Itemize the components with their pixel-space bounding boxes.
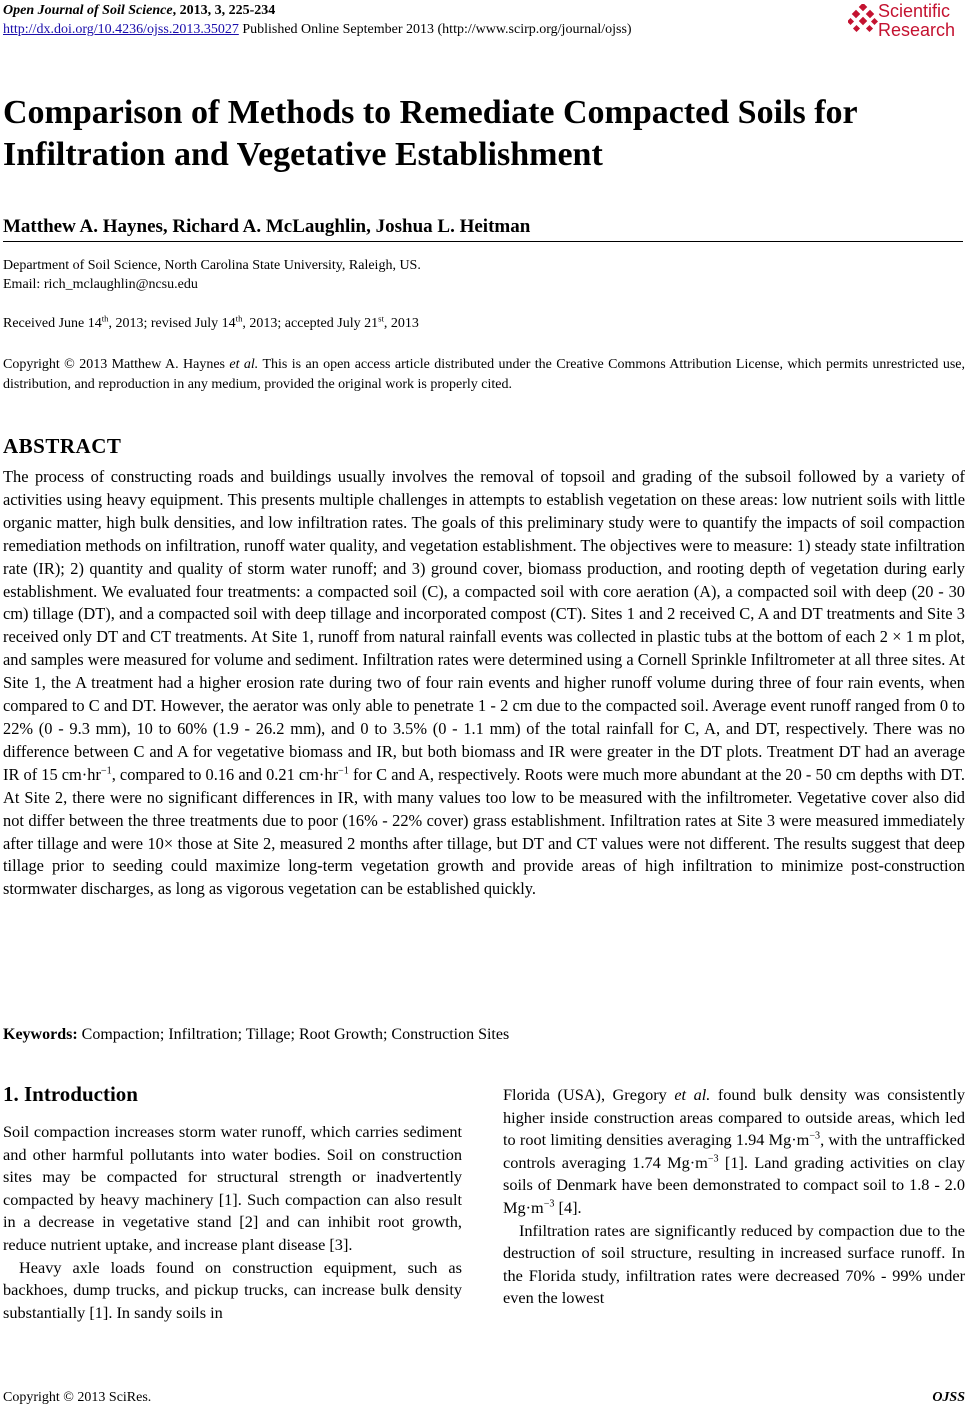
email: Email: rich_mclaughlin@ncsu.edu: [3, 277, 198, 292]
left-column: [3, 1121, 462, 1324]
footer-journal-abbrev: OJSS: [932, 1390, 965, 1405]
paragraph: Soil compaction increases storm water runoff, which carries sediment and other harmful pollutants into water bodies. Soil on construction sites may be compacted for structural strength or inadvertently compacted by heavy machinery [1]. Such compaction can also result in a decrease in vegetative stand [2] and can inhibit root growth, reduce nutrient uptake, and increase plant disease [3].: [3, 1122, 462, 1254]
keywords-label: Keywords:: [3, 1026, 78, 1043]
journal-header: [3, 2, 275, 20]
paragraph: Heavy axle loads found on construction equipment, such as backhoes, dump trucks, and pickup trucks, can increase bulk density substantially [1]. In sandy soils in: [3, 1257, 462, 1322]
paragraph: Infiltration rates are significantly reduced by compaction due to the destruction of soil structure, resulting in increased surface runoff. In the Florida study, infiltration rates were decreased 70% - 99% under even the lowest: [503, 1220, 965, 1308]
right-column: [503, 1084, 965, 1310]
copyright-notice: Copyright © 2013 Matthew A. Haynes et al. This is an open access article distributed under the Creative Commons Attribution License, which permits unrestricted use, distribution, and reproduction in any medium, provided the original work is properly cited.: [3, 357, 965, 392]
paper-title: Comparison of Methods to Remediate Compacted Soils for Infiltration and Vegetative Establishment: [3, 94, 858, 173]
doi-link[interactable]: http://dx.doi.org/10.4236/ojss.2013.35027: [3, 22, 239, 37]
keywords: [3, 1024, 509, 1046]
published-note: Published Online September 2013 (http://www.scirp.org/journal/ojss): [238, 22, 632, 37]
received-dates: Received June 14th, 2013; revised July 14th, 2013; accepted July 21st, 2013: [3, 313, 419, 331]
logo-line1: Scientific: [878, 1, 951, 21]
authors: Matthew A. Haynes, Richard A. McLaughlin, Joshua L. Heitman: [3, 216, 531, 237]
journal-citation: , 2013, 3, 225-234: [172, 3, 276, 18]
publisher-logo-icon: [848, 4, 878, 36]
section-heading-introduction: 1. Introduction: [3, 1082, 138, 1106]
footer-copyright: Copyright © 2013 SciRes.: [3, 1390, 152, 1405]
doi-line: [3, 21, 632, 39]
journal-name: Open Journal of Soil Science: [3, 3, 173, 18]
paragraph: Florida (USA), Gregory et al. found bulk density was consistently higher inside construction areas compared to outside areas, which led to root limiting densities averaging 1.94 $Mg\cdot m^{-3}$, with the untrafficked controls averaging 1.74 $Mg\cdot m^{-3}$ [1]. Land grading activities on clay soils of Denmark have been demonstrated to compact soil to 1.8 - 2.0 $Mg\cdot m^{-3}$ [4].: [503, 1085, 966, 1217]
abstract-heading: ABSTRACT: [3, 434, 122, 458]
divider: [3, 241, 963, 242]
logo-line2: Research: [878, 20, 956, 40]
abstract-text: The process of constructing roads and buildings usually involves the removal of topsoil and grading of the subsoil followed by a variety of activities using heavy equipment. This presents multiple challenges in attempts to establish vegetation on these areas: low nutrient soils with little organic matter, high bulk densities, and low infiltration rates. The goals of this preliminary study were to quantify the impacts of soil compaction remediation methods on infiltration, runoff water quality, and vegetation establishment. The objectives were to measure: 1) steady state infiltration rate (IR); 2) quantity and quality of storm water runoff; and 3) ground cover, biomass production, and rooting depth of vegetation during early establishment. We evaluated four treatments: a compacted soil (C), a compacted soil with core aeration (A), a compacted soil with deep (20 - 30 cm) tillage (DT), and a compacted soil with deep tillage and incorporated compost (CT). Sites 1 and 2 received C, A and DT treatments and Site 3 received only DT and CT treatments. At Site 1, runoff from natural rainfall events was collected in plastic tubs at the bottom of each 2 × 1 m plot, and samples were measured for volume and sediment. Infiltration rates were determined using a Cornell Sprinkle Infiltrometer at all three sites. At Site 1, the A treatment had a higher erosion rate during two of four rain events and higher runoff volume during three of four rain events, when compared to C and DT. However, the aerator was only able to penetrate 1 - 2 cm due to the compacted soil. Average event runoff ranged from 0 to 22% (0 - 9.3 mm), 10 to 60% (1.9 - 26.2 mm), and 0 to 3.5% (0 - 1.1 mm) of the total rainfall for C, A, and DT, respectively. There was no difference between C and A for vegetative biomass and IR, but both biomass and IR were greater in the DT plots. Treatment DT had an average IR of 15 $cm\cdot hr^{-1}$, compared to 0.16 and 0.21 $cm\cdot hr^{-1}$ for C and A, respectively. Roots were much more abundant at the 20 - 50 cm depths with DT. At Site 2, there were no significant differences in IR, with many values too low to be measured with the infiltrometer. Vegetative cover also did not differ between the three treatments due to poor (16% - 22% cover) grass establishment. Infiltration rates at Site 3 were measured immediately after tillage and were 10× those at Site 2, measured 2 months after tillage, but DT and CT values were not different. The results suggest that deep tillage prior to seeding could maximize long-term vegetation growth and provide areas of high infiltration to minimize post-construction stormwater discharges, as long as vigorous vegetation can be established quickly.: [3, 467, 965, 899]
affiliation: Department of Soil Science, North Carolina State University, Raleigh, US.: [3, 258, 421, 273]
publisher-logo: [848, 2, 968, 46]
keywords-text: Compaction; Infiltration; Tillage; Root Growth; Construction Sites: [77, 1026, 510, 1043]
